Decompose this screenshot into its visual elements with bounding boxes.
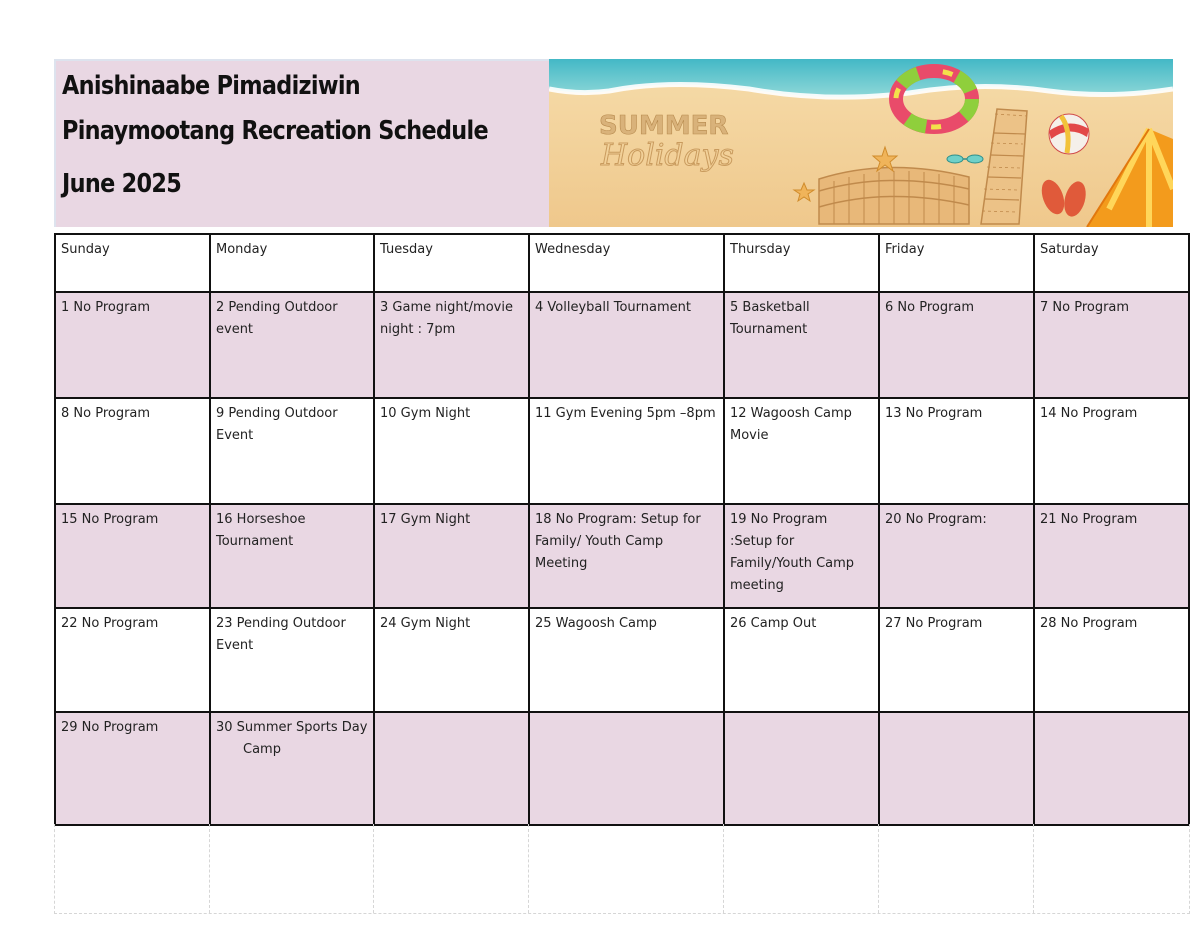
day-cell: 13 No Program — [879, 398, 1034, 504]
day-cell: 22 No Program — [55, 608, 210, 712]
weekday-header: Friday — [879, 234, 1034, 292]
month-title: June 2025 — [62, 169, 182, 199]
day-cell-empty — [529, 712, 724, 825]
day-cell: 27 No Program — [879, 608, 1034, 712]
day-cell-empty — [1034, 712, 1189, 825]
header — [54, 59, 1173, 227]
day-cell: 19 No Program :Setup for Family/Youth Camp meeting — [724, 504, 879, 608]
day-cell: 6 No Program — [879, 292, 1034, 398]
day-cell: 29 No Program — [55, 712, 210, 825]
day-cell: 23 Pending Outdoor Event — [210, 608, 374, 712]
day-cell-empty — [374, 712, 529, 825]
day-cell: 21 No Program — [1034, 504, 1189, 608]
weekday-header: Sunday — [55, 234, 210, 292]
day-cell-empty — [879, 712, 1034, 825]
title-line-1: Anishinaabe Pimadiziwin — [62, 71, 361, 101]
calendar-table — [54, 233, 1190, 826]
gridline-cell — [724, 824, 879, 913]
day-cell: 18 No Program: Setup for Family/ Youth Camp Meeting — [529, 504, 724, 608]
week-row-3 — [55, 504, 1189, 608]
gridline-cell — [210, 824, 374, 913]
gridline-cell — [55, 824, 210, 913]
day-cell: 11 Gym Evening 5pm –8pm — [529, 398, 724, 504]
day-cell: 28 No Program — [1034, 608, 1189, 712]
day-cell: 14 No Program — [1034, 398, 1189, 504]
summer-banner-image — [549, 59, 1173, 227]
week-row-2 — [55, 398, 1189, 504]
day-cell: 1 No Program — [55, 292, 210, 398]
banner-word-summer: SUMMER — [599, 111, 729, 141]
day-cell: 25 Wagoosh Camp — [529, 608, 724, 712]
day-cell: 3 Game night/movie night : 7pm — [374, 292, 529, 398]
weekday-header: Saturday — [1034, 234, 1189, 292]
title-box — [54, 59, 549, 227]
week-row-5 — [55, 712, 1189, 825]
day-cell-empty — [724, 712, 879, 825]
day-cell: 8 No Program — [55, 398, 210, 504]
weekday-header: Tuesday — [374, 234, 529, 292]
week-row-1 — [55, 292, 1189, 398]
weekday-header-row — [55, 234, 1189, 292]
day-cell: 20 No Program: — [879, 504, 1034, 608]
day-cell: 15 No Program — [55, 504, 210, 608]
gridline-cell — [1034, 824, 1189, 913]
day-cell: 17 Gym Night — [374, 504, 529, 608]
banner-illustration — [549, 59, 1173, 227]
title-line-2: Pinaymootang Recreation Schedule — [62, 116, 488, 146]
day-cell-text: 30 Summer Sports Day — [216, 720, 368, 735]
day-cell: 5 Basketball Tournament — [724, 292, 879, 398]
day-cell — [210, 712, 374, 825]
day-cell: 7 No Program — [1034, 292, 1189, 398]
weekday-header: Monday — [210, 234, 374, 292]
day-cell: 16 Horseshoe Tournament — [210, 504, 374, 608]
beach-ball-icon — [1049, 114, 1089, 154]
week-row-4 — [55, 608, 1189, 712]
gridline-cell — [879, 824, 1034, 913]
day-cell-continuation: Camp — [243, 742, 281, 757]
weekday-header: Wednesday — [529, 234, 724, 292]
day-cell: 10 Gym Night — [374, 398, 529, 504]
day-cell: 12 Wagoosh Camp Movie — [724, 398, 879, 504]
weekday-header: Thursday — [724, 234, 879, 292]
gridline-cell — [529, 824, 724, 913]
empty-gridlines-row — [54, 824, 1190, 914]
day-cell: 9 Pending Outdoor Event — [210, 398, 374, 504]
day-cell: 4 Volleyball Tournament — [529, 292, 724, 398]
gridline-cell — [374, 824, 529, 913]
colosseum-sandcastle-icon — [819, 167, 969, 224]
banner-word-holidays: Holidays — [601, 138, 734, 173]
day-cell: 26 Camp Out — [724, 608, 879, 712]
day-cell: 24 Gym Night — [374, 608, 529, 712]
day-cell: 2 Pending Outdoor event — [210, 292, 374, 398]
